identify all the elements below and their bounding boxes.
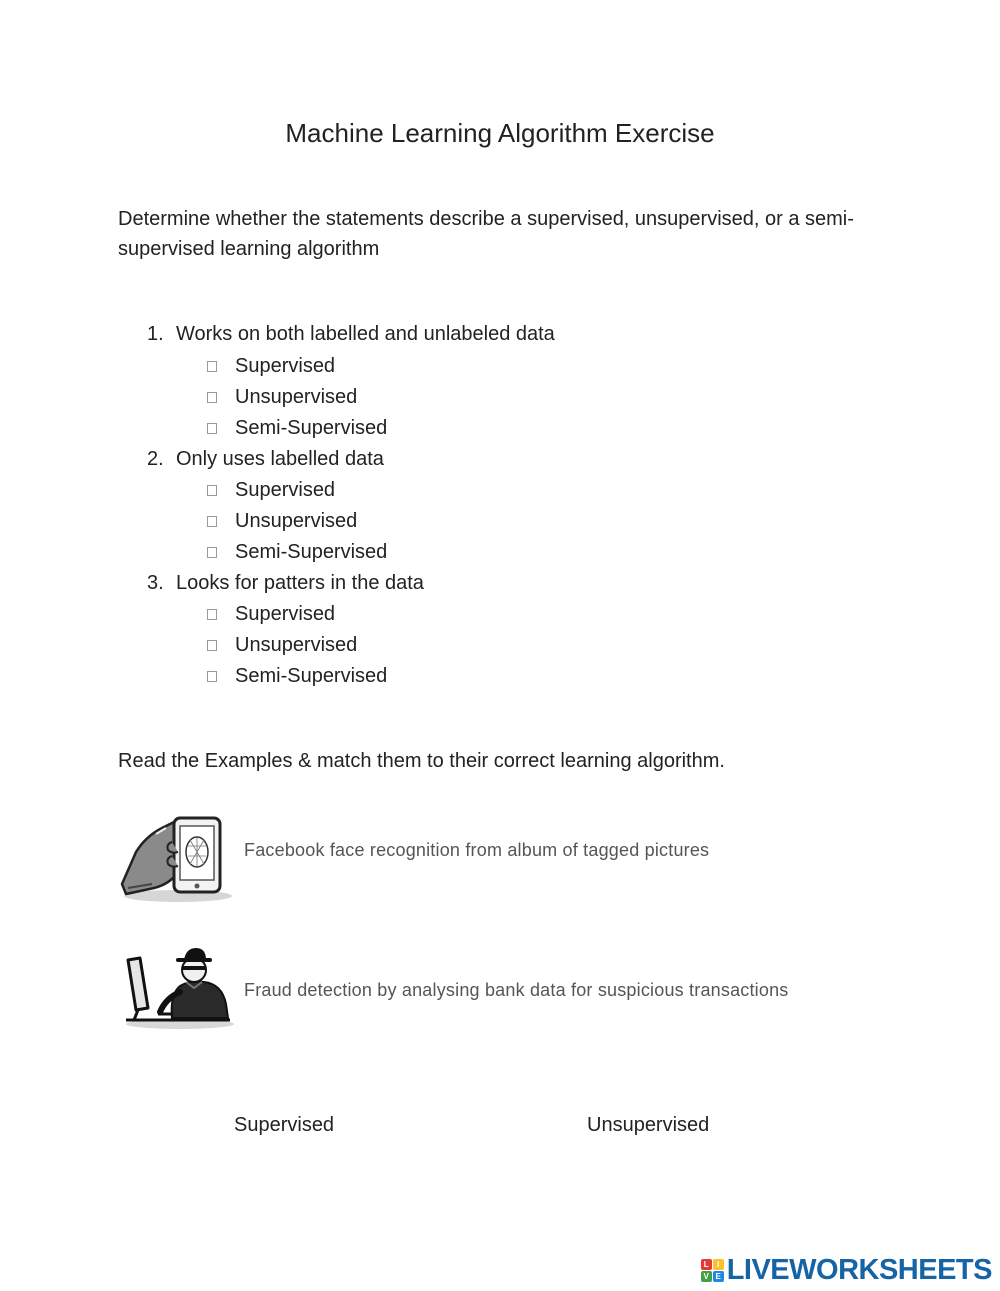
example-1-image[interactable] — [118, 812, 236, 904]
phone-face-scan-icon — [118, 812, 236, 904]
question-3-option-2-checkbox[interactable] — [207, 640, 217, 651]
section-heading: Read the Examples & match them to their correct learning algorithm. — [118, 750, 725, 772]
instructions: Determine whether the statements describe a supervised, unsupervised, or a semi-supervised learning algorithm — [118, 208, 854, 260]
example-2-text[interactable]: Fraud detection by analysing bank data for suspicious transactions — [244, 980, 789, 1000]
question-1-option-1-checkbox[interactable] — [207, 361, 217, 372]
question-3-option-3-checkbox[interactable] — [207, 671, 217, 682]
question-3-text: Looks for patters in the data — [176, 572, 424, 594]
page-title: Machine Learning Algorithm Exercise — [285, 118, 715, 148]
question-1-option-2-checkbox[interactable] — [207, 392, 217, 403]
question-2-option-3-checkbox[interactable] — [207, 547, 217, 558]
logo-blocks-icon — [701, 1259, 724, 1282]
question-1-option-3-checkbox[interactable] — [207, 423, 217, 434]
question-1-option-1-label: Supervised — [235, 355, 336, 377]
logo-block-v: V — [701, 1271, 712, 1282]
example-1-text[interactable]: Facebook face recognition from album of tagged pictures — [244, 840, 710, 860]
question-1-number: 1. — [147, 323, 164, 345]
question-2-text: Only uses labelled data — [176, 448, 384, 470]
category-unsupervised[interactable]: Unsupervised — [587, 1114, 710, 1136]
question-2-option-2-label: Unsupervised — [235, 510, 358, 532]
question-2-option-3-label: Semi-Supervised — [235, 541, 388, 563]
question-2-option-1-label: Supervised — [235, 479, 336, 501]
question-2-option-1-checkbox[interactable] — [207, 485, 217, 496]
question-3-option-1-label: Supervised — [235, 603, 336, 625]
question-1-text: Works on both labelled and unlabeled data — [176, 323, 555, 345]
question-3-option-2-label: Unsupervised — [235, 634, 358, 656]
logo-text: LIVEWORKSHEETS — [726, 1254, 992, 1286]
question-3-option-1-checkbox[interactable] — [207, 609, 217, 620]
example-2-image[interactable] — [118, 946, 236, 1030]
question-1-option-2-label: Unsupervised — [235, 386, 358, 408]
hacker-computer-icon — [118, 946, 236, 1030]
logo-block-e: E — [713, 1271, 724, 1282]
question-1-option-3-label: Semi-Supervised — [235, 417, 388, 439]
liveworksheets-logo — [701, 1254, 992, 1287]
logo-block-i: I — [713, 1259, 724, 1270]
question-2-number: 2. — [147, 448, 164, 470]
question-3-option-3-label: Semi-Supervised — [235, 665, 388, 687]
category-supervised[interactable]: Supervised — [234, 1114, 335, 1136]
logo-block-l: L — [701, 1259, 712, 1270]
question-2-option-2-checkbox[interactable] — [207, 516, 217, 527]
question-3-number: 3. — [147, 572, 164, 594]
